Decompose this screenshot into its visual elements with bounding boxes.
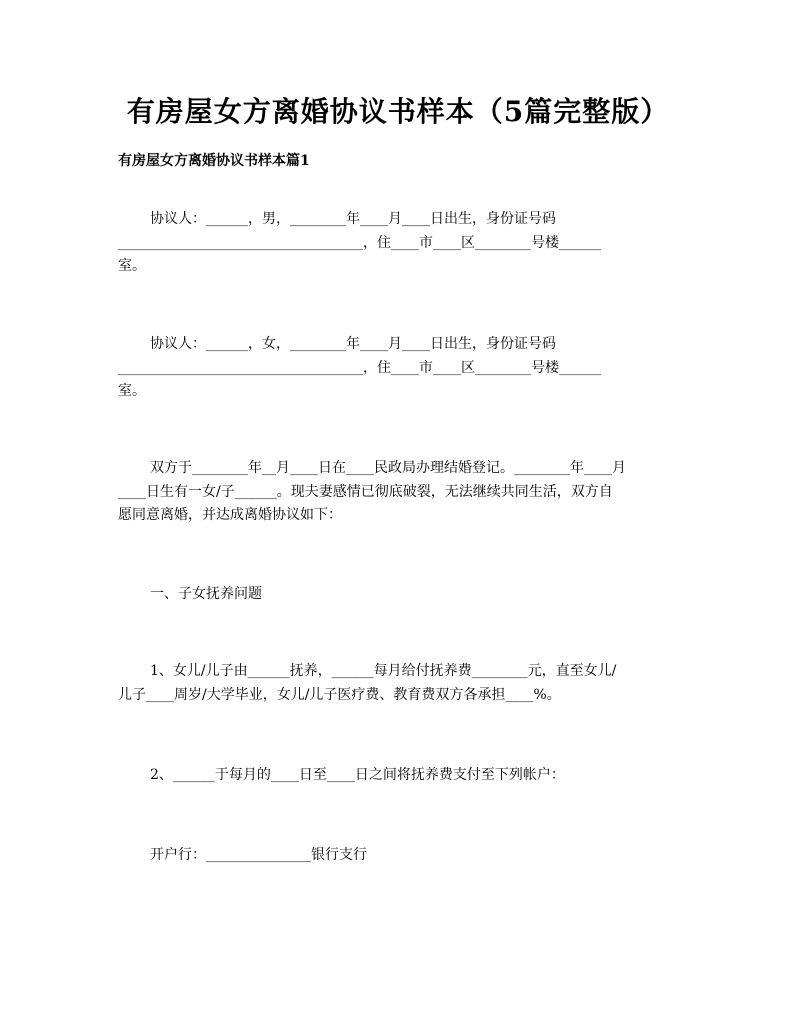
party2-line-1: 协议人：______，女，________年____月____日出生，身份证号码 <box>150 336 556 352</box>
party1-paragraph <box>118 208 678 279</box>
party1-line-2: ___________________________________，住____市____区________号楼______ <box>118 234 601 251</box>
item2-paragraph: 2、______于每月的____日至____日之间将抚养费支付至下列帐户： <box>150 767 565 783</box>
section-subtitle: 有房屋女方离婚协议书样本篇1 <box>118 153 310 169</box>
party2-line-2: ___________________________________，住____市____区________号楼______ <box>118 359 601 376</box>
item1-line-2: 儿子____周岁/大学毕业，女儿/儿子医疗费、教育费双方各承担____%。 <box>118 686 561 703</box>
party2-paragraph <box>118 333 678 404</box>
marriage-line-1: 双方于________年__月____日在____民政局办理结婚登记。________年____月 <box>150 460 626 476</box>
marriage-paragraph <box>118 457 678 528</box>
document-title: 有房屋女方离婚协议书样本（5篇完整版） <box>126 95 670 128</box>
marriage-line-2: ____日生有一女/子______。现夫妻感情已彻底破裂，无法继续共同生活，双方自 <box>118 483 613 500</box>
marriage-line-3: 愿同意离婚，并达成离婚协议如下： <box>118 507 342 523</box>
section1-heading: 一、子女抚养问题 <box>150 586 262 602</box>
party1-line-3: 室。 <box>118 258 146 274</box>
party2-line-3: 室。 <box>118 383 146 399</box>
item1-line-1: 1、女儿/儿子由______抚养，______每月给付抚养费________元，直至女儿/ <box>150 663 617 679</box>
party1-line-1: 协议人：______，男，________年____月____日出生，身份证号码 <box>150 211 556 227</box>
bank-paragraph: 开户行：_______________银行支行 <box>150 847 367 863</box>
item1-paragraph <box>118 660 678 707</box>
